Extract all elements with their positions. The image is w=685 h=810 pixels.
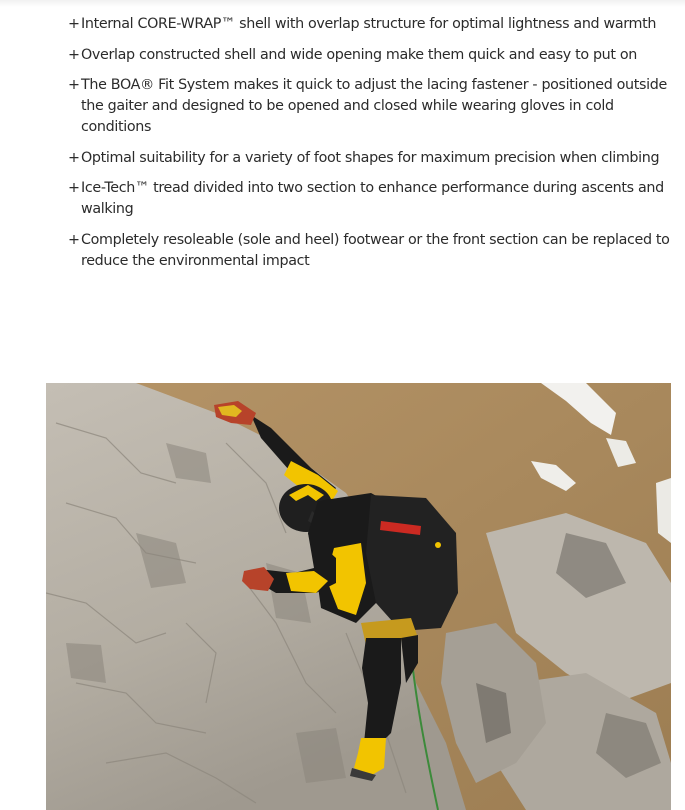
plus-bullet: + xyxy=(68,16,80,32)
feature-text: Ice-Tech™ tread divided into two section to enhance performance during ascents and walking xyxy=(81,180,664,217)
plus-bullet: + xyxy=(68,231,80,248)
feature-item-boa-fit-system xyxy=(68,75,673,138)
feature-text: Overlap constructed shell and wide opening make them quick and easy to put on xyxy=(81,46,637,63)
feature-text: Internal CORE-WRAP™ shell with overlap structure for optimal lightness and warmth xyxy=(81,16,657,32)
feature-item-resoleable xyxy=(68,230,673,272)
feature-item-ice-tech xyxy=(68,178,673,220)
climber-photo-illustration xyxy=(46,383,671,810)
clipped-text-fragment xyxy=(96,0,136,2)
plus-bullet: + xyxy=(68,77,80,93)
feature-item-foot-shapes xyxy=(68,148,673,169)
feature-text: Completely resoleable (sole and heel) footwear or the front section can be replaced to reduce the environmental impact xyxy=(81,231,670,269)
plus-bullet: + xyxy=(68,149,80,166)
feature-text: Optimal suitability for a variety of foot shapes for maximum precision when climbing xyxy=(81,149,660,166)
plus-bullet: + xyxy=(68,180,80,196)
feature-item-overlap-shell xyxy=(68,45,673,66)
plus-bullet: + xyxy=(68,46,80,63)
climber-photo xyxy=(46,383,671,810)
page-top-edge xyxy=(0,0,685,7)
feature-list xyxy=(68,14,673,281)
feature-item-core-wrap xyxy=(68,14,673,35)
feature-text: The BOA® Fit System makes it quick to adjust the lacing fastener - positioned outside the gaiter and designed to be opened and closed while wearing gloves in cold conditions xyxy=(81,77,667,135)
